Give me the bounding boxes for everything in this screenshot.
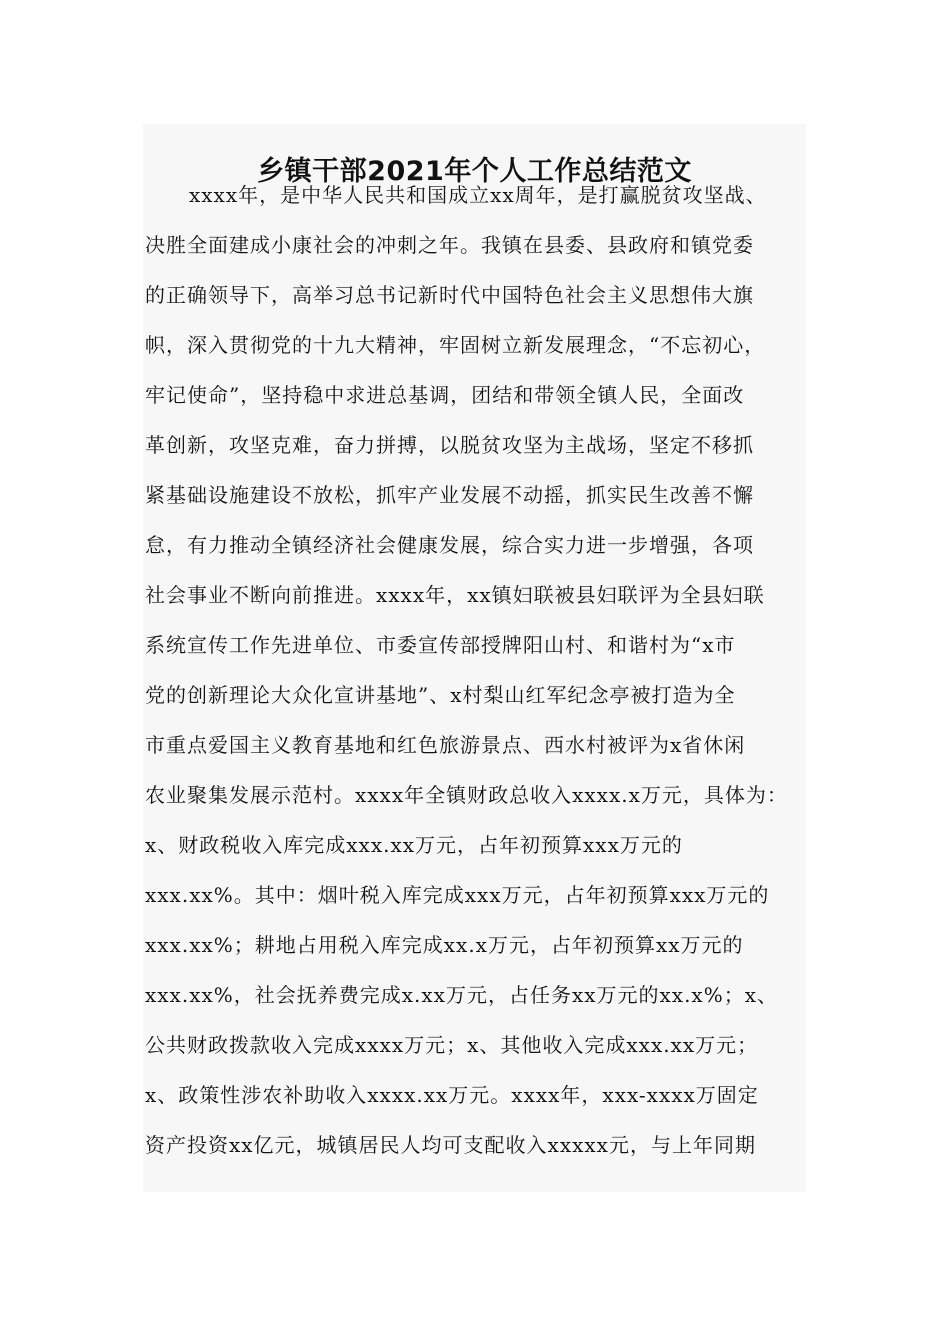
document-title: 乡镇干部2021年个人工作总结范文 bbox=[257, 156, 692, 188]
paragraph-line: 市重点爱国主义教育基地和红色旅游景点、西水村被评为x省休闲 bbox=[145, 733, 746, 757]
paragraph-line: xxx.xx%。其中：烟叶税入库完成xxx万元，占年初预算xxx万元的 bbox=[145, 883, 770, 907]
paragraph-line: 紧基础设施建设不放松，抓牢产业发展不动摇，抓实民生改善不懈 bbox=[145, 483, 754, 507]
paragraph-line: 公共财政拨款收入完成xxxx万元；x、其他收入完成xxx.xx万元； bbox=[145, 1033, 759, 1057]
paragraph-line: 革创新，攻坚克难，奋力拼搏，以脱贫攻坚为主战场，坚定不移抓 bbox=[145, 433, 754, 457]
paragraph-line: xxx.xx%；耕地占用税入库完成xx.x万元，占年初预算xx万元的 bbox=[145, 933, 744, 957]
paragraph-line: 帜，深入贯彻党的十九大精神，牢固树立新发展理念，“不忘初心， bbox=[145, 333, 766, 357]
paragraph-line: 的正确领导下，高举习总书记新时代中国特色社会主义思想伟大旗 bbox=[145, 283, 754, 307]
paragraph-line: x、政策性涉农补助收入xxxx.xx万元。xxxx年，xxx-xxxx万固定 bbox=[145, 1083, 759, 1107]
paragraph-line: 社会事业不断向前推进。xxxx年，xx镇妇联被县妇联评为全县妇联 bbox=[145, 583, 765, 607]
paragraph-line: 党的创新理论大众化宣讲基地”、x村梨山红军纪念亭被打造为全 bbox=[145, 683, 736, 707]
paragraph-line: 牢记使命”，坚持稳中求进总基调，团结和带领全镇人民，全面改 bbox=[145, 383, 745, 407]
paragraph-line: 决胜全面建成小康社会的冲刺之年。我镇在县委、县政府和镇党委 bbox=[145, 233, 754, 257]
paragraph-line: xxx.xx%，社会抚养费完成x.xx万元，占任务xx万元的xx.x%；x、 bbox=[145, 983, 778, 1007]
paragraph-line: 系统宣传工作先进单位、市委宣传部授牌阳山村、和谐村为“x市 bbox=[145, 633, 736, 657]
paragraph-line: 农业聚集发展示范村。xxxx年全镇财政总收入xxxx.x万元，具体为： bbox=[145, 783, 788, 807]
paragraph-line: x、财政税收入库完成xxx.xx万元，占年初预算xxx万元的 bbox=[145, 833, 683, 857]
paragraph-line: 资产投资xx亿元，城镇居民人均可支配收入xxxxx元，与上年同期 bbox=[145, 1133, 756, 1157]
paragraph-line: xxxx年，是中华人民共和国成立xx周年，是打赢脱贫攻坚战、 bbox=[189, 183, 767, 207]
paragraph-line: 怠，有力推动全镇经济社会健康发展，综合实力进一步增强，各项 bbox=[145, 533, 754, 557]
